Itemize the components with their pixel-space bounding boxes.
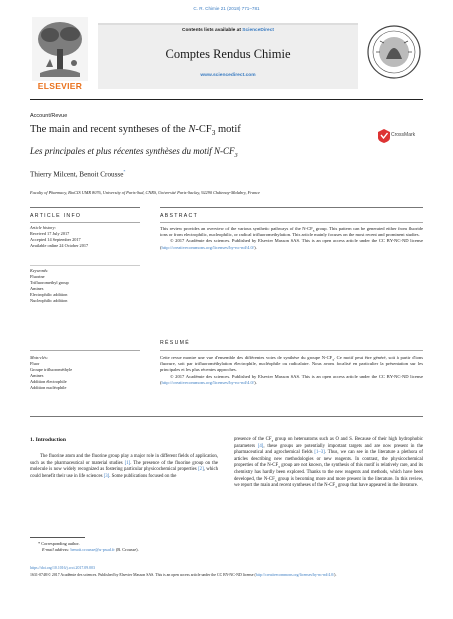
abstract-rule-2 bbox=[160, 222, 423, 223]
resume-text: Cette revue montre une vue d'ensemble des différentes voies de synthèse du groupe $N-CF_3$. Ce motif peut être généré, soit à partir d'ions fluorure, soit par trifluorométhylation électrophile, nucléophile ou radicalaire. Nous avons focalisé en particulier la présentation sur les principales et les plus récentes approches. © 2017 Académie des sciences. Published by Elsevier Masson SAS. This is an open access article under the CC BY-NC-ND license (http://creativecommons.org/licenses/by-nc-nd/4.0/). bbox=[160, 355, 423, 385]
article-history: Article history: Received 17 July 2017 Accepted 14 September 2017 Available online 24 October 2017 bbox=[30, 225, 140, 249]
keywords: Keywords: Fluorine Trifluoromethyl group Amines Electrophilic addition Nucleophilic addition bbox=[30, 268, 140, 304]
keyword: Trifluoromethyl group bbox=[30, 280, 69, 285]
intro-left-column: The fluorine atom and the fluorine group play a major role in different fields of application, such as the pharmaceutical or material studies [1]. The presence of the fluorine group on the molecule is now widely recognized as fostering particular physicochemical properties [2], which could benefit their use in life sciences [3]. Some publications focused on the bbox=[30, 454, 219, 479]
article-type: Account/Revue bbox=[30, 113, 68, 119]
author-email-link[interactable]: benoit.crousse@u-psud.fr bbox=[70, 547, 115, 552]
keyword: Electrophilic addition bbox=[30, 292, 68, 297]
crossmark-label: CrossMark bbox=[391, 132, 416, 138]
ref-link[interactable]: [1–3] bbox=[314, 450, 325, 456]
article-subtitle: Les principales et plus récentes synthèses du motif $N-CF_3$ bbox=[30, 146, 238, 159]
abstract-heading: ABSTRACT bbox=[160, 213, 199, 219]
resume-license-link[interactable]: http://creativecommons.org/licenses/by-nc-nd/4.0/ bbox=[161, 379, 255, 385]
affiliation: Faculty of Pharmacy, BioCIS UMR 8076, University of Paris-Sud, CNRS, Université Paris-Saclay, 92290 Châtenay-Malabry, France bbox=[30, 190, 261, 195]
keyword: Nucleophilic addition bbox=[30, 298, 68, 303]
keyword: Amines bbox=[30, 286, 44, 291]
elsevier-logo[interactable] bbox=[30, 15, 90, 93]
masthead bbox=[30, 15, 423, 95]
doi-link[interactable]: https://doi.org/10.1016/j.crci.2017.09.003 bbox=[30, 566, 95, 570]
article-info-rule-2 bbox=[30, 222, 140, 223]
mot-cle: Amines bbox=[30, 373, 44, 378]
history-rule bbox=[30, 265, 140, 266]
keyword: Fluorine bbox=[30, 274, 45, 279]
motscles-rule bbox=[30, 350, 140, 351]
crossmark-icon bbox=[378, 129, 390, 143]
ref-link[interactable]: [2] bbox=[198, 467, 204, 473]
mots-cles: Mots-clés: Fluor Groupe trifluorométhyle Amines Addition électrophile Addition nucléophile bbox=[30, 355, 140, 391]
article-info-heading: ARTICLE INFO bbox=[30, 213, 82, 219]
history-received: Received 17 July 2017 bbox=[30, 231, 70, 236]
seal-icon bbox=[366, 19, 422, 89]
journal-reference: C. R. Chimie 21 (2018) 771–781 bbox=[193, 6, 260, 11]
contents-line: Contents lists available at ScienceDirect bbox=[182, 28, 274, 33]
intro-right-column: presence of the $CF_3$ group on heteroatoms such as O and S. Because of their high hydrophobic parameters [4], these groups are potentially important targets and are now present in the pharmaceutical and agrochemical fields [1–3]. Thus, we can see in the literature a plethora of articles describing new methodologies or new reagents. In contrast, the physicochemical properties of the $N-CF_3$ group are not known, the synthesis of this motif is relatively rare, and its chemistry has hardly been explored. Thanks to the new reagents and methods, which have been developed, the $N-CF_3$ group is becoming more and more present in the literature. In this review, we report the main and recent syntheses of the $N-CF_3$ group that have appeared in the literature. bbox=[234, 437, 423, 490]
elsevier-tree-icon bbox=[32, 17, 88, 81]
journal-banner bbox=[98, 23, 358, 89]
article-info-rule bbox=[30, 207, 140, 208]
info-bottom-rule bbox=[30, 416, 423, 417]
authors: Thierry Milcent, Benoit Crousse* bbox=[30, 169, 126, 179]
corresponding-author-mark[interactable]: * bbox=[123, 169, 126, 174]
abstract-rule bbox=[160, 207, 423, 208]
footnote: * Corresponding author. E-mail address: benoit.crousse@u-psud.fr (B. Crousse). bbox=[38, 541, 139, 552]
crossmark-badge[interactable] bbox=[378, 129, 418, 151]
journal-name: Comptes Rendus Chimie bbox=[165, 47, 291, 61]
sciencedirect-link[interactable]: ScienceDirect bbox=[242, 28, 274, 33]
ref-link[interactable]: [1] bbox=[124, 460, 131, 466]
masthead-rule bbox=[30, 99, 423, 100]
elsevier-wordmark: ELSEVIER bbox=[37, 81, 83, 91]
mot-cle: Addition électrophile bbox=[30, 379, 67, 384]
footer-license-link[interactable]: http://creativecommons.org/licenses/by-nc-nd/4.0/ bbox=[255, 573, 335, 577]
mot-cle: Groupe trifluorométhyle bbox=[30, 367, 73, 372]
article-title: The main and recent syntheses of the $N-CF_3$ motif bbox=[30, 124, 241, 138]
mot-cle: Fluor bbox=[30, 361, 40, 366]
mot-cle: Addition nucléophile bbox=[30, 385, 67, 390]
issn-copyright: 1631-0748/© 2017 Académie des sciences. Published by Elsevier Masson SAS. This is an open access article under the CC BY-NC-ND license (http://creativecommons.org/licenses/by-nc-nd/4.0/). bbox=[30, 573, 337, 577]
journal-url[interactable]: www.sciencedirect.com bbox=[200, 73, 256, 78]
footnote-rule bbox=[30, 537, 85, 538]
history-accepted: Accepted 14 September 2017 bbox=[30, 237, 81, 242]
section-heading-introduction: 1. Introduction bbox=[30, 437, 66, 443]
resume-rule bbox=[160, 350, 423, 351]
ref-link[interactable]: [4] bbox=[257, 443, 264, 449]
resume-heading: RÉSUMÉ bbox=[160, 340, 190, 346]
abstract-license-link[interactable]: http://creativecommons.org/licenses/by-nc-nd/4.0/ bbox=[161, 244, 255, 250]
history-online: Available online 24 October 2017 bbox=[30, 243, 89, 248]
abstract-text: This review provides an overview of the various synthetic pathways of the $N-CF_3$ group. This pattern can be generated either from fluoride ions or from electrophilic, nucleophilic, or radical trifluoromethylation. This article mainly focuses on the most recent and prominent studies. © 2017 Académie des sciences. Published by Elsevier Masson SAS. This is an open access article under the CC BY-NC-ND license (http://creativecommons.org/licenses/by-nc-nd/4.0/). bbox=[160, 226, 423, 250]
academy-seal bbox=[366, 19, 422, 89]
ref-link[interactable]: [3] bbox=[103, 473, 110, 479]
